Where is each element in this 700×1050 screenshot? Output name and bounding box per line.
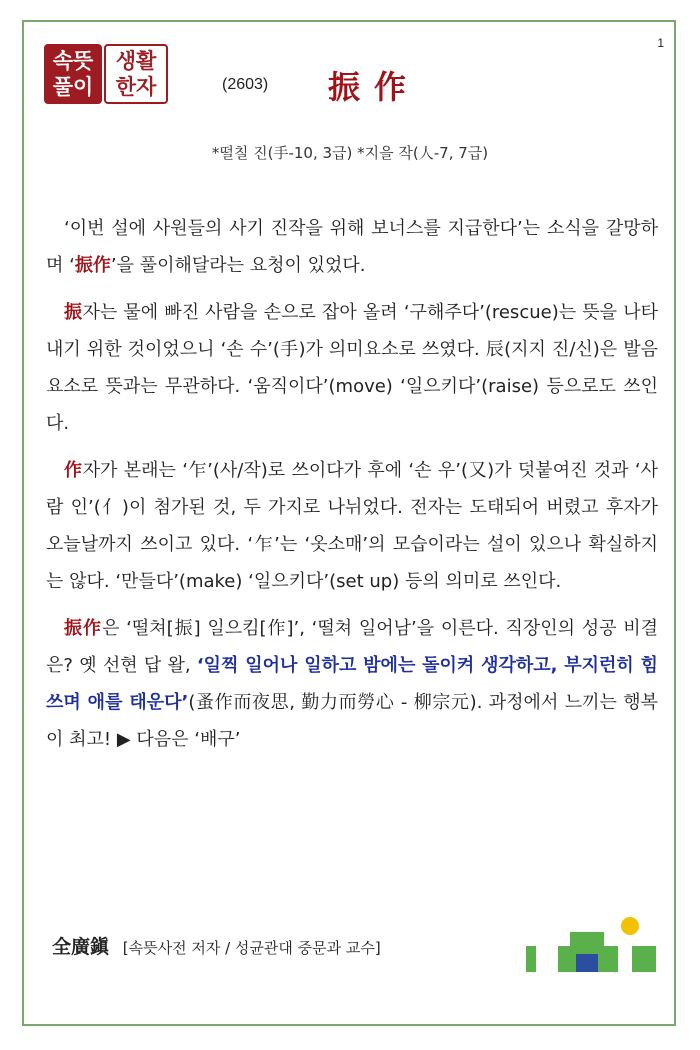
- keyword: 作: [64, 460, 83, 481]
- paragraph-text: ’을 풀이해달라는 요청이 있었다.: [110, 255, 366, 276]
- paragraph: [46, 610, 658, 758]
- keyword: 振作: [64, 618, 102, 639]
- logo-text: 생활: [115, 49, 157, 73]
- paragraph-text: 자가 본래는 ‘乍’(사/작)로 쓰이다가 후에 ‘손 우’(又)가 덧붙여진 것과 ‘사람 인’(亻)이 첨가된 것, 두 가지로 나뉘었다. 전자는 도태되어 버렸고 후자가 오늘날까지 쓰이고 있다. ‘乍’는 ‘옷소매’의 모습이라는 설이 있으나 확실하지는 않다. ‘만들다’(make) ‘일으키다’(set up) 등의 의미로 쓰인다.: [46, 460, 658, 592]
- article-serial: (2603): [222, 76, 269, 93]
- logo-window: [618, 938, 632, 972]
- paragraph: [46, 294, 658, 442]
- logo-window: [536, 936, 558, 972]
- author-byline: [52, 932, 381, 959]
- page-title: 振作: [328, 68, 421, 106]
- logo-left-block: [44, 44, 102, 104]
- hanja-gloss: *떨칠 진(手-10, 3급) *지을 작(人-7, 7급): [211, 144, 489, 162]
- series-logo: [44, 44, 168, 104]
- author-name: 全廣鎭: [52, 936, 110, 958]
- article-body: [46, 210, 658, 768]
- logo-right-block: [104, 44, 168, 104]
- paragraph: [46, 452, 658, 600]
- paragraph: [46, 210, 658, 284]
- sun-icon: [621, 917, 639, 935]
- logo-text: 풀이: [52, 75, 94, 99]
- keyword: 振作: [74, 255, 111, 276]
- logo-door: [576, 954, 598, 972]
- page-number: 1: [657, 36, 664, 50]
- quote-highlight: ‘일찍 일어나 일하고 밤에는 돌이켜 생각하고, 부지런히 힘쓰며 애를 태운다’: [46, 655, 658, 713]
- logo-text: 한자: [115, 75, 157, 99]
- logo-text: 속뜻: [52, 49, 94, 73]
- author-role: [속뜻사전 저자 / 성균관대 중문과 교수]: [122, 939, 381, 957]
- paragraph-text: 은 ‘떨쳐[振] 일으킴[作]’, ‘떨쳐 일어남’을 이른다. 직장인의 성공 비결은? 옛 선현 답 왈,: [46, 618, 658, 676]
- paragraph-text: 자는 물에 빠진 사람을 손으로 잡아 올려 ‘구해주다’(rescue)는 뜻을 나타내기 위한 것이었으니 ‘손 수’(手)가 의미요소로 쓰였다. 辰(지지 진/신)은 발음요소로 뜻과는 무관하다. ‘움직이다’(move) ‘일으키다’(raise) 등으로도 쓰인다.: [46, 302, 658, 434]
- publisher-logo: [526, 916, 656, 972]
- paragraph-text: (蚤作而夜思, 勤力而勞心 - 柳宗元). 과정에서 느끼는 행복이 최고! ▶ 다음은 ‘배구’: [46, 692, 658, 750]
- paragraph-text: ‘이번 설에 사원들의 사기 진작을 위해 보너스를 지급한다’는 소식을 갈망하며 ‘: [46, 218, 658, 276]
- keyword: 振: [64, 302, 83, 323]
